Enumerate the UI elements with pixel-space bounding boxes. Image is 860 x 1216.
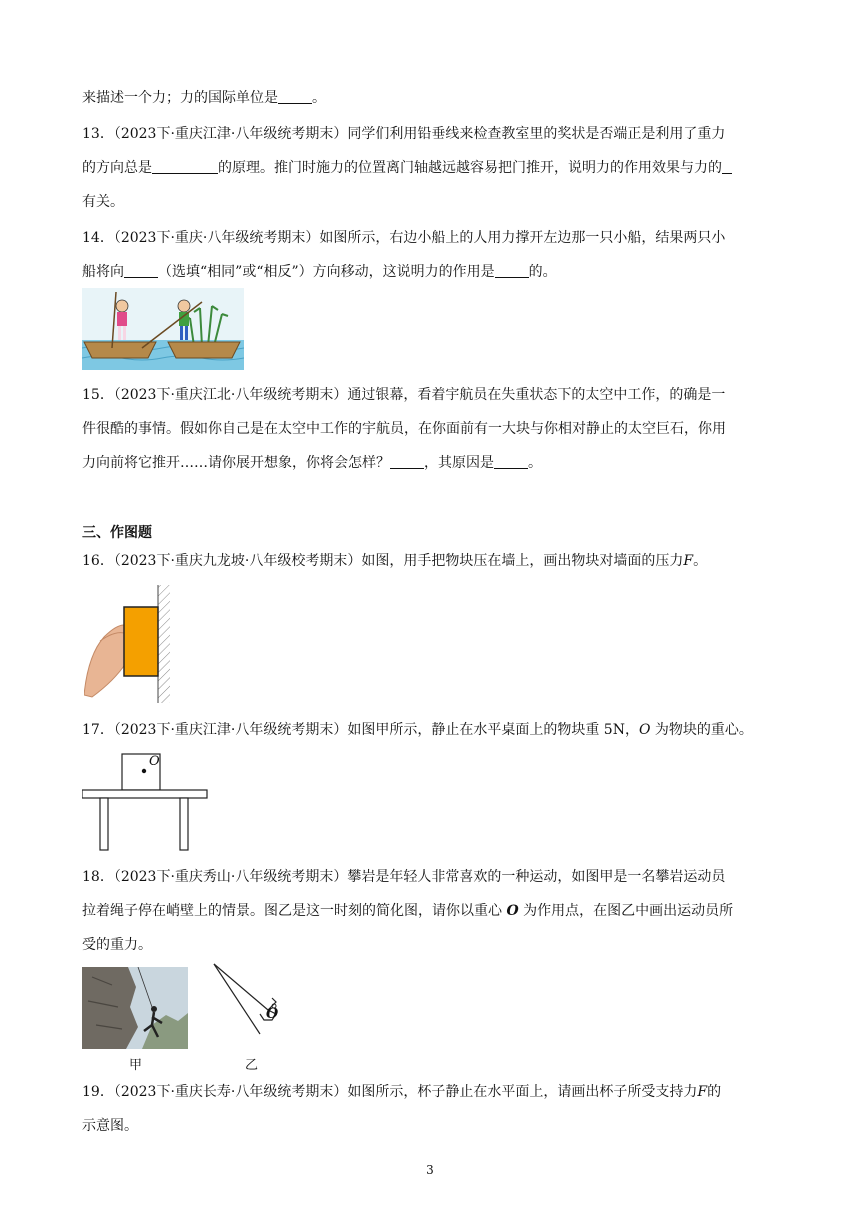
q15-text: 力向前将它推开……请你展开想象，你将会怎样？ [82,455,390,471]
boats-illustration [82,288,244,370]
answer-blank [152,159,218,174]
q12-text-end: 。 [312,90,326,106]
center-of-gravity-label: O [149,754,160,769]
q17-line-1 [82,720,753,740]
climber-photo [82,967,188,1049]
q13-text: 的方向总是 [82,160,152,176]
answer-blank [390,454,424,469]
table-drawing [82,752,212,852]
q15-text: ，其原因是 [424,455,494,471]
page-number: 3 [426,1163,434,1177]
q19-force-symbol: F [697,1084,708,1100]
q19-text: 19．（2023下·重庆长寿·八年级统考期末）如图所示，杯子静止在水平面上，请画出杯子所受支持力 [82,1084,698,1100]
q17-center-symbol: O [638,722,651,738]
q14-text: （选填“相同”或“相反”）方向移动，这说明力的作用是 [158,264,495,280]
answer-blank [124,263,158,278]
answer-blank [722,159,732,174]
q15-line-1: 15．（2023下·重庆江北·八年级统考期末）通过银幕，看着宇航员在失重状态下的太空中工作，的确是一 [82,387,726,403]
climber-sketch [206,962,286,1042]
q17-text: 17．（2023下·重庆江津·八年级统考期末）如图甲所示，静止在水平桌面上的物块重 5N， [82,722,639,738]
q18-center-symbol: O [506,903,519,919]
q18-text: 拉着绳子停在峭壁上的情景。图乙是这一时刻的简化图，请你以重心 [82,903,507,919]
q14-text: 的。 [528,264,557,280]
q19-text: 的 [707,1084,722,1100]
block-on-table-figure [82,752,212,852]
q17-text: 为物块的重心。 [650,722,753,738]
q13-line-1: 13．（2023下·重庆江津·八年级统考期末）同学们利用铅垂线来检查教室里的奖状是否端正是利用了重力 [82,126,726,142]
q13-line-2 [82,158,732,178]
q16-text: 。 [693,553,708,569]
q18-text: 为作用点，在图乙中画出运动员所 [518,903,734,919]
q19-line-1 [82,1082,721,1102]
figure-caption-b: 乙 [245,1058,259,1073]
q15-line-3 [82,453,542,473]
q18-line-3: 受的重力。 [82,937,152,953]
q15-line-2: 件很酷的事情。假如你自己是在太空中工作的宇航员，在你面前有一大块与你相对静止的太空巨石，你用 [82,421,726,437]
q16-force-symbol: F [683,553,694,569]
q13-text: 的原理。推门时施力的位置离门轴越远越容易把门推开，说明力的作用效果与力的 [218,160,722,176]
q16-line-1 [82,551,707,571]
q12-line [82,88,326,108]
q18-line-1: 18．（2023下·重庆秀山·八年级统考期末）攀岩是年轻人非常喜欢的一种运动，如图甲是一名攀岩运动员 [82,869,726,885]
q19-line-2: 示意图。 [82,1118,138,1134]
q14-line-1: 14．（2023下·重庆·八年级统考期末）如图所示，右边小船上的人用力撑开左边那一只小船，结果两只小 [82,230,726,246]
answer-blank [494,454,528,469]
simplified-climber-figure [206,962,286,1042]
q14-line-2 [82,262,557,282]
q16-text: 16．（2023下·重庆九龙坡·八年级校考期末）如图，用手把物块压在墙上，画出物块对墙面的压力 [82,553,684,569]
q18-line-2 [82,901,733,921]
answer-blank [278,89,312,104]
hand-block-wall-figure [84,585,174,705]
center-of-gravity-label: O [266,1006,279,1022]
q15-text: 。 [528,455,542,471]
answer-blank [495,263,529,278]
q13-line-3: 有关。 [82,194,124,210]
q14-text: 船将向 [82,264,124,280]
q12-text: 来描述一个力；力的国际单位是 [82,90,278,106]
section-title: 三、作图题 [82,525,152,541]
figure-caption-a: 甲 [129,1058,143,1073]
